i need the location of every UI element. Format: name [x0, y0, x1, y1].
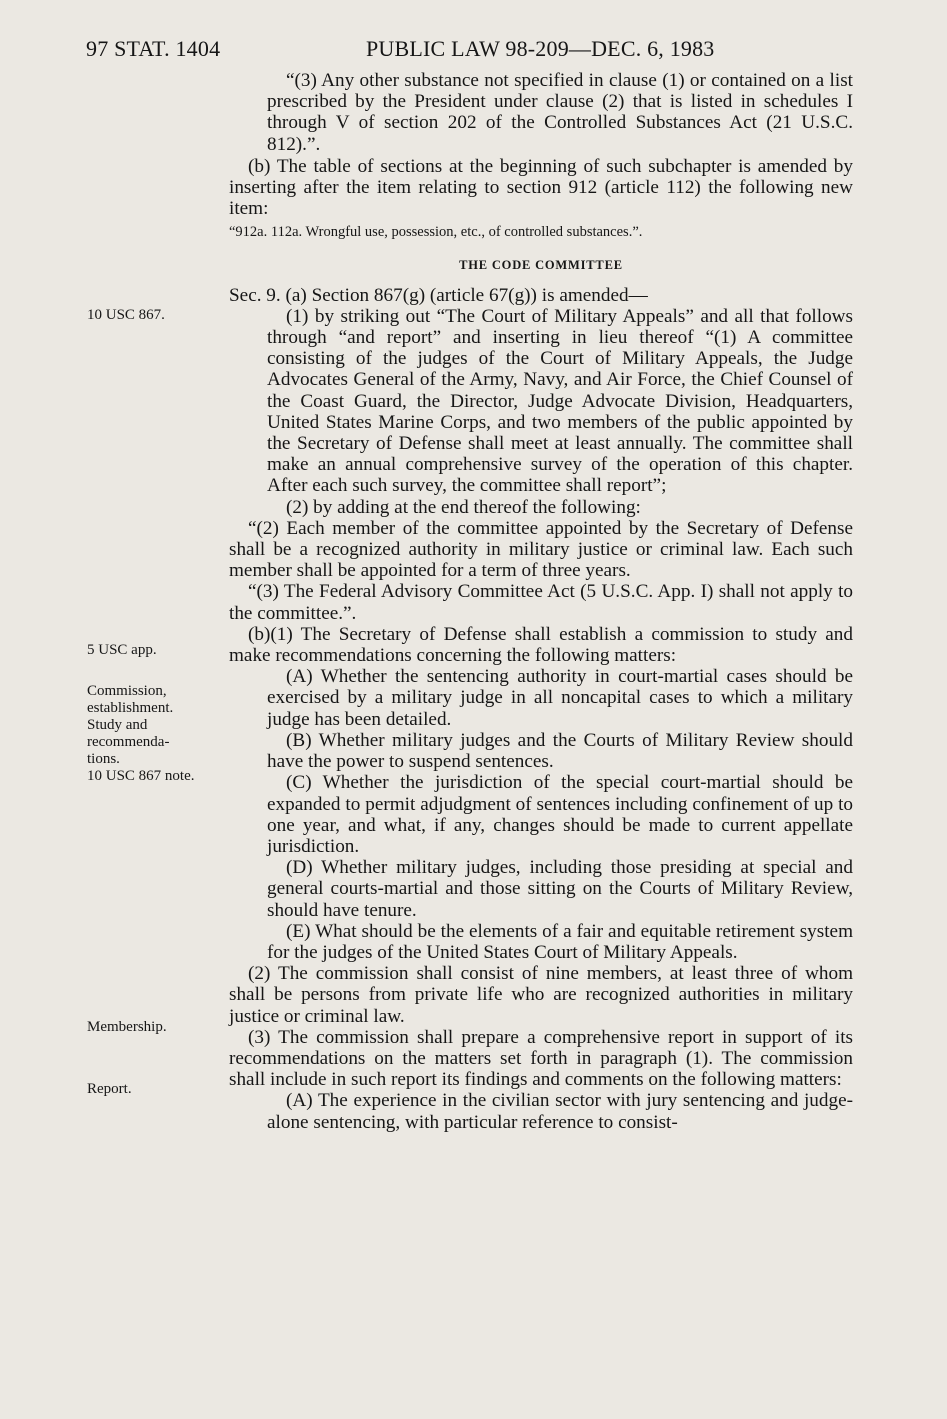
clause: (B) Whether military judges and the Courts of Military Review should have the power to suspend sentences.	[267, 729, 853, 773]
margin-note-line: establishment.	[87, 700, 174, 716]
margin-note-line: 10 USC 867 note.	[87, 768, 195, 784]
clause: (A) Whether the sentencing authority in court-martial cases should be exercised by a military judge in all noncapital cases to which a military judge has been detailed.	[267, 666, 853, 730]
paragraph: “(2) Each member of the committee appointed by the Secretary of Defense shall be a recognized authority in military justice or criminal law. Each such member shall be appointed for a term of three years.	[229, 517, 853, 582]
paragraph: “(3) Any other substance not specified in clause (1) or contained on a list prescribed by the President under clause (2) that is listed in schedules I through V of section 202 of the Controlled Substances Act (21 U.S.C. 812).”.	[267, 70, 853, 155]
margin-note-line: tions.	[87, 751, 120, 767]
margin-note-report: Report.	[87, 1081, 132, 1097]
margin-note-commission	[87, 683, 195, 785]
margin-note-line: Study and	[87, 717, 148, 733]
section-heading: THE CODE COMMITTEE	[459, 258, 623, 273]
table-item: “912a. 112a. Wrongful use, possession, etc., of controlled substances.”.	[229, 224, 643, 241]
paragraph: (3) The commission shall prepare a comprehensive report in support of its recommendations on the matters set forth in paragraph (1). The commission shall include in such report its findings and comments on the following matters:	[229, 1026, 853, 1091]
paragraph: (2) The commission shall consist of nine members, at least three of whom shall be persons from private life who are recognized authorities in military justice or criminal law.	[229, 963, 853, 1027]
running-title-header: PUBLIC LAW 98-209—DEC. 6, 1983	[366, 36, 715, 61]
page-number-header: 97 STAT. 1404	[86, 36, 221, 61]
paragraph: (b)(1) The Secretary of Defense shall establish a commission to study and make recommendations concerning the following matters:	[229, 623, 853, 667]
clause: (E) What should be the elements of a fair and equitable retirement system for the judges of the United States Court of Military Appeals.	[267, 920, 853, 963]
paragraph: “(3) The Federal Advisory Committee Act (5 U.S.C. App. I) shall not apply to the committee.”.	[229, 581, 853, 624]
paragraph: (1) by striking out “The Court of Military Appeals” and all that follows through “and report” and inserting in lieu thereof “(1) A committee consisting of the judges of the Court of Military Appeals, the Judge Advocates General of the Army, Navy, and Air Force, the Chief Counsel of the Coast Guard, the Director, Judge Advocate Division, Headquarters, United States Marine Corps, and two members of the public appointed by the Secretary of Defense shall meet at least annually. The committee shall make an annual comprehensive survey of the operation of this chapter. After each such survey, the committee shall report”;	[267, 305, 853, 497]
margin-note-line: recommenda-	[87, 734, 170, 750]
margin-note-citation: 5 USC app.	[87, 642, 157, 658]
margin-note-membership: Membership.	[87, 1019, 167, 1035]
margin-note-line: Commission,	[87, 683, 167, 699]
paragraph: (2) by adding at the end thereof the following:	[286, 496, 641, 518]
paragraph: (b) The table of sections at the beginning of such subchapter is amended by inserting after the item relating to section 912 (article 112) the following new item:	[229, 155, 853, 220]
clause: (D) Whether military judges, including those presiding at special and general courts-martial and those sitting on the Courts of Military Review, should have tenure.	[267, 857, 853, 921]
margin-note-citation: 10 USC 867.	[87, 307, 165, 323]
section-start: Sec. 9. (a) Section 867(g) (article 67(g)) is amended—	[229, 284, 648, 306]
statute-body	[229, 70, 853, 1133]
clause: (A) The experience in the civilian sector with jury sentencing and judge-alone sentencing, with particular reference to consist-	[267, 1090, 853, 1133]
clause: (C) Whether the jurisdiction of the special court-martial should be expanded to permit adjudgment of sentences including confinement of up to one year, and what, if any, changes should be made to current appellate jurisdiction.	[267, 772, 853, 857]
